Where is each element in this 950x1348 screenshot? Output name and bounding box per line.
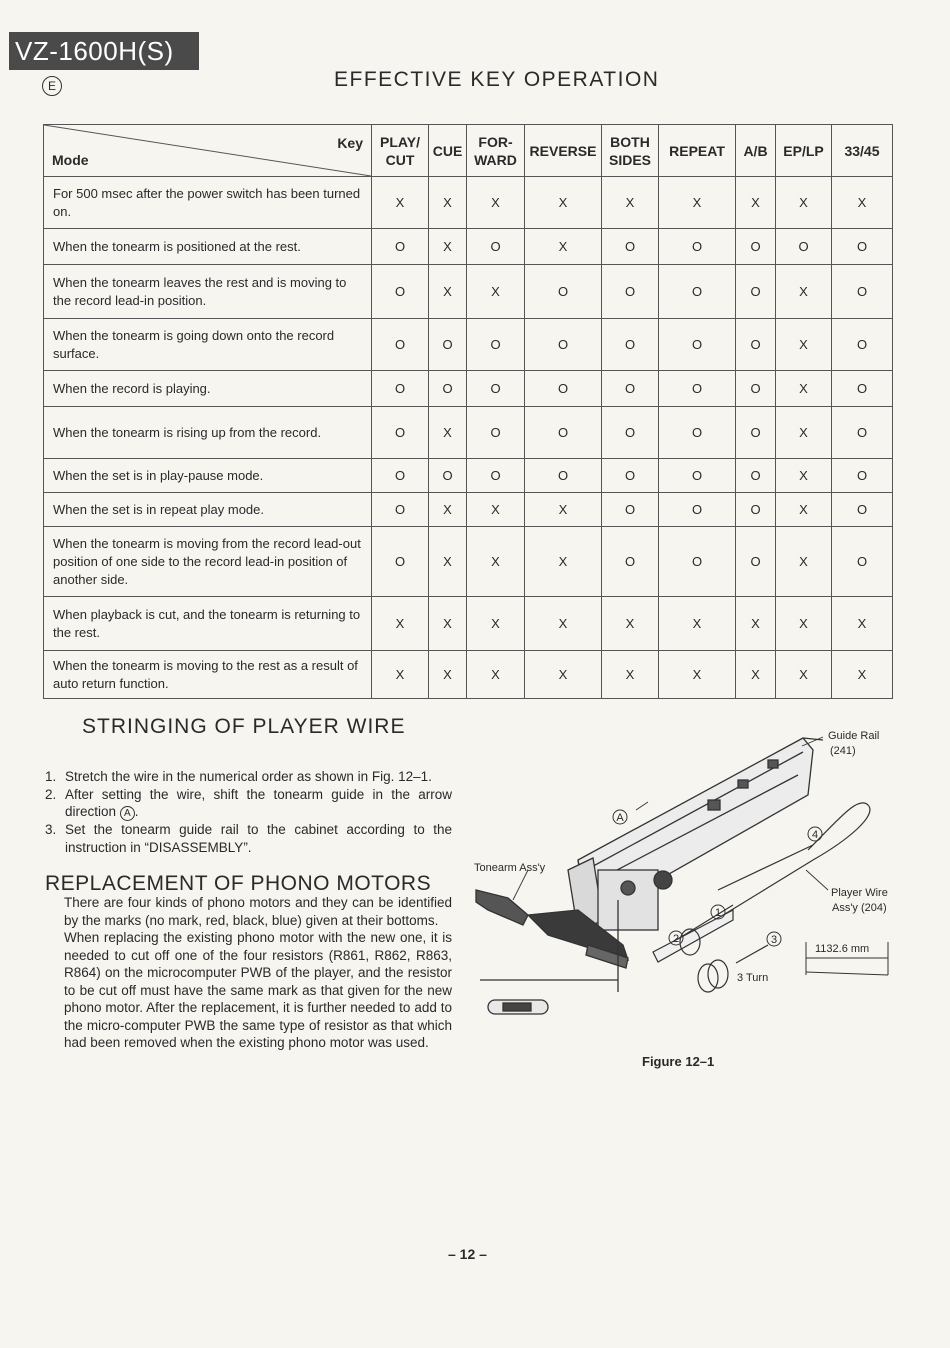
mode-cell: When the tonearm is positioned at the rest. [44,229,372,265]
column-header [736,125,776,177]
operation-cell: O [467,371,525,407]
operation-cell: X [429,265,467,319]
section-mark: E [42,76,62,96]
mode-cell: When the tonearm is moving from the record lead-out position of one side to the record lead-in position of another side. [44,527,372,597]
operation-cell: X [602,177,659,229]
step-item [45,768,452,786]
operation-cell: X [736,651,776,699]
operation-cell: X [776,407,832,459]
key-axis-label: Key [337,135,363,151]
mode-cell: When the tonearm leaves the rest and is moving to the record lead-in position. [44,265,372,319]
operation-cell: O [659,459,736,493]
column-header-line: 33/45 [844,142,880,159]
table-row [44,651,893,699]
operation-cell: X [467,265,525,319]
operation-cell: O [832,527,893,597]
mode-cell: When the set is in repeat play mode. [44,493,372,527]
operation-cell: O [736,493,776,527]
callout-3 [767,932,781,946]
column-header [602,125,659,177]
turns-label: 3 Turn [737,972,769,984]
operation-cell: O [832,407,893,459]
tonearm-label: Tonearm Ass'y [474,862,546,874]
figure-12-1-diagram [468,720,908,1080]
operation-cell: X [736,597,776,651]
table-row [44,493,893,527]
guide-rail-number: (241) [830,745,856,757]
operation-cell: X [429,527,467,597]
operation-cell: O [429,319,467,371]
step-item [45,786,452,822]
replacement-paragraph-1: There are four kinds of phono motors and they can be identified by the marks (no mark, red, black, blue) given at their bottoms. [64,895,452,928]
operation-cell: X [467,527,525,597]
operation-cell: X [776,597,832,651]
operation-cell: O [659,229,736,265]
operation-cell: X [429,651,467,699]
operation-cell: O [372,527,429,597]
operation-cell: O [372,371,429,407]
column-header [525,125,602,177]
operation-cell: X [429,493,467,527]
operation-cell: O [736,527,776,597]
operation-cell: O [659,493,736,527]
operation-cell: X [659,597,736,651]
replacement-body [64,894,452,1052]
mode-cell: When the tonearm is going down onto the record surface. [44,319,372,371]
operation-cell: O [467,229,525,265]
operation-cell: X [372,597,429,651]
operation-cell: X [832,597,893,651]
operation-cell: O [736,371,776,407]
length-value: 1132.6 mm [815,943,870,955]
operation-cell: X [372,177,429,229]
page-number: – 12 – [448,1246,487,1262]
operation-cell: O [776,229,832,265]
table-row [44,265,893,319]
operation-cell: O [832,265,893,319]
table-row [44,229,893,265]
operation-cell: X [525,177,602,229]
mode-axis-label: Mode [52,152,89,168]
operation-cell: O [372,319,429,371]
operation-cell: O [736,407,776,459]
table-row [44,459,893,493]
operation-cell: O [525,459,602,493]
stringing-steps [45,768,452,856]
operation-cell: O [832,371,893,407]
mode-cell: When the record is playing. [44,371,372,407]
operation-cell: X [525,493,602,527]
callout-4 [808,827,822,841]
operation-cell: O [525,265,602,319]
operation-cell: X [776,265,832,319]
operation-cell: O [602,459,659,493]
callout-3-text: 3 [770,934,778,946]
column-header-line: REPEAT [669,142,725,159]
operation-cell: O [832,319,893,371]
mode-cell: When the tonearm is rising up from the record. [44,407,372,459]
column-header-line: A/B [743,142,768,159]
operation-cell: O [429,459,467,493]
model-number-badge: VZ-1600H(S) [9,32,199,70]
operation-cell: X [659,651,736,699]
page-title: EFFECTIVE KEY OPERATION [334,68,660,91]
mode-cell: When the set is in play-pause mode. [44,459,372,493]
table-row [44,371,893,407]
operation-cell: O [659,527,736,597]
operation-cell: O [602,407,659,459]
step-text: Set the tonearm guide rail to the cabinet according to the instruction in “DISASSEMBLY”. [65,822,452,855]
operation-cell: X [776,459,832,493]
column-header-line: BOTH [610,133,650,150]
operation-cell: X [429,177,467,229]
table-row [44,319,893,371]
replacement-paragraph-2: When replacing the existing phono motor with the new one, it is needed to cut off one of the four resistors (R861, R862, R863, R864) on the microcomputer PWB of the player, and the resistor to be cut off must have the same mark as that given for the new phono motor. After the replacement, it is further needed to add to the micro-computer PWB the same type of resistor as that which had been removed when the existing phono motor was used. [64,930,452,1050]
operation-cell: O [602,493,659,527]
operation-cell: O [832,493,893,527]
mode-cell: For 500 msec after the power switch has been turned on. [44,177,372,229]
column-header [467,125,525,177]
operation-cell: X [776,651,832,699]
operation-cell: O [372,229,429,265]
operation-cell: X [372,651,429,699]
operation-cell: X [776,319,832,371]
operation-cell: O [659,407,736,459]
operation-cell: X [602,651,659,699]
operation-cell: X [525,597,602,651]
operation-cell: X [776,527,832,597]
mode-cell: When the tonearm is moving to the rest as a result of auto return function. [44,651,372,699]
callout-2-text: 2 [672,933,680,945]
operation-cell: O [372,407,429,459]
operation-cell: X [467,177,525,229]
operation-cell: O [372,493,429,527]
step-number: 3. [45,822,57,837]
operation-cell: X [525,651,602,699]
operation-cell: O [429,371,467,407]
figure-caption: Figure 12–1 [642,1054,715,1069]
table-row [44,597,893,651]
operation-cell: O [372,265,429,319]
operation-cell: O [602,527,659,597]
operation-cell: X [776,371,832,407]
table-row [44,177,893,229]
column-header-line: CUT [385,151,415,168]
operation-cell: X [525,527,602,597]
callout-a [613,810,627,824]
operation-cell: O [467,407,525,459]
operation-cell: O [602,371,659,407]
callout-a-text: A [616,812,624,824]
table-row [44,527,893,597]
operation-cell: O [602,319,659,371]
operation-cell: X [832,651,893,699]
step-item [45,821,452,856]
key-operation-table [43,124,893,699]
callout-1-text: 1 [714,907,722,919]
operation-cell: X [467,597,525,651]
callout-1 [711,905,725,919]
column-header-line: EP/LP [783,142,824,159]
operation-cell: O [525,319,602,371]
operation-cell: O [736,229,776,265]
operation-cell: X [429,597,467,651]
column-header-line: CUE [432,142,463,159]
column-header-line: REVERSE [529,142,597,159]
operation-cell: O [736,265,776,319]
guide-rail-label: Guide Rail [828,730,880,742]
operation-cell: O [602,265,659,319]
column-header [776,125,832,177]
operation-cell: X [429,407,467,459]
step-text-end: . [134,804,139,819]
column-header-line: FOR- [478,133,513,150]
operation-cell: X [776,177,832,229]
operation-cell: O [602,229,659,265]
table-corner-header [44,125,372,177]
column-header [429,125,467,177]
column-header [659,125,736,177]
player-wire-number: Ass'y (204) [832,902,887,914]
step-text: Stretch the wire in the numerical order as shown in Fig. 12–1. [65,769,432,784]
operation-cell: O [832,229,893,265]
guide-rail-drawing [568,738,823,932]
operation-cell: O [467,319,525,371]
arrow-a-mark: A [120,806,135,821]
operation-cell: O [659,265,736,319]
callout-4-text: 4 [811,829,819,841]
column-header-line: PLAY/ [380,133,420,150]
operation-cell: X [736,177,776,229]
operation-cell: O [467,459,525,493]
operation-cell: O [736,459,776,493]
column-header-line: SIDES [608,151,651,168]
operation-cell: O [659,319,736,371]
table-row [44,407,893,459]
operation-cell: O [832,459,893,493]
column-header [832,125,893,177]
operation-cell: X [602,597,659,651]
operation-cell: X [525,229,602,265]
operation-cell: X [429,229,467,265]
stringing-heading: STRINGING OF PLAYER WIRE [82,715,406,738]
operation-cell: O [525,371,602,407]
column-header-line: WARD [474,151,517,168]
corner-diagonal [44,125,371,176]
step-text: After setting the wire, shift the tonearm guide in the arrow direction [65,786,452,819]
operation-cell: O [736,319,776,371]
operation-cell: X [776,493,832,527]
column-header [372,125,429,177]
mode-cell: When playback is cut, and the tonearm is returning to the rest. [44,597,372,651]
operation-cell: O [659,371,736,407]
replacement-heading: REPLACEMENT OF PHONO MOTORS [45,872,432,895]
operation-cell: O [525,407,602,459]
step-number: 2. [45,786,57,802]
operation-cell: X [467,493,525,527]
operation-cell: X [659,177,736,229]
operation-cell: O [372,459,429,493]
step-number: 1. [45,769,57,784]
player-wire-label: Player Wire [831,887,888,899]
operation-cell: X [467,651,525,699]
operation-cell: X [832,177,893,229]
